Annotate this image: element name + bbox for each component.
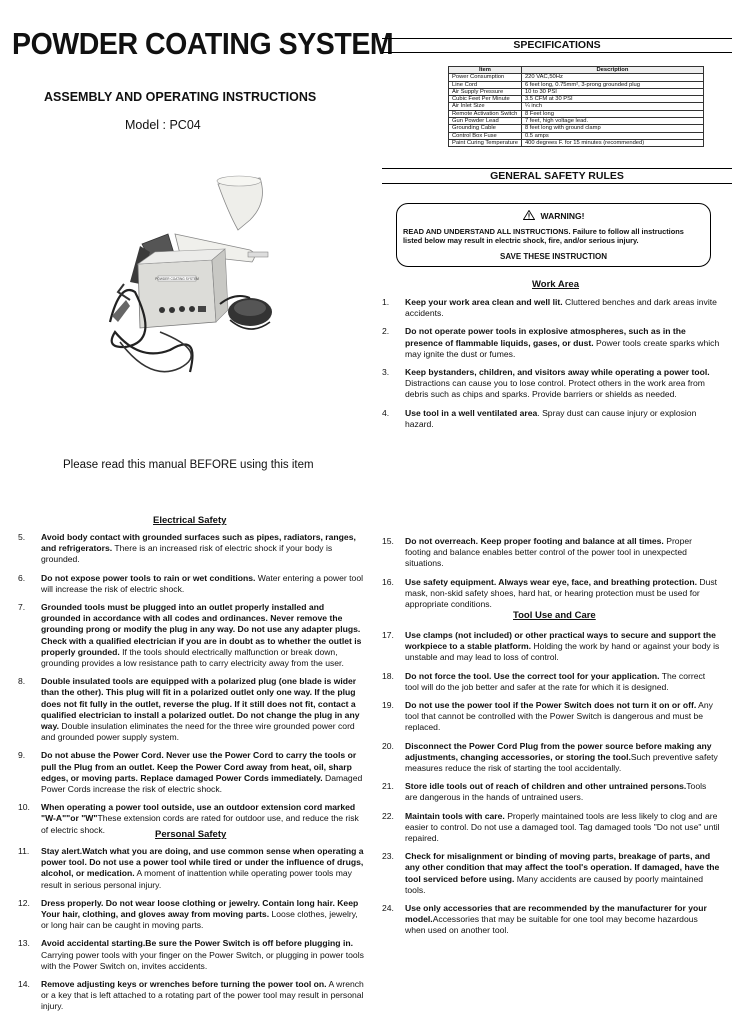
rule-bold-text: Grounded tools must be plugged into an outlet properly installed and grounded in accordance with all codes and ordinances. Never remove the grounding prong or modify the plug in any way. Do not use any adapter plugs. Check with a qualified electrician if you are in doubt as to whether the outlet is properly grounded. <box>41 602 362 657</box>
rule-text: Properly maintained tools are less likely to clog and are easier to control. Do not use a damaged tool. Tag damaged tools "Do not use" until repaired. <box>405 810 720 844</box>
spec-item: Remote Activation Switch <box>449 110 522 117</box>
rule-bold-text: Check for misalignment or binding of moving parts, breakage of parts, and any other condition that may affect the tool's operation. If damaged, have the tool serviced before using. <box>405 851 720 884</box>
rule-number: 19. <box>382 700 394 711</box>
rule-bold-text: Keep your work area clean and well lit. <box>405 297 563 307</box>
rule-bold-text: Double insulated tools are equipped with a polarized plug (one blade is wider than the other). This plug will fit in a polarized outlet only one way. If the plug does not fit fully in the outlet, reverse the plug. If it still does not fit, contact a qualified electrician to install a polarized outlet. Do not change the plug in any way. <box>41 676 360 732</box>
rule-text: Such preventive safety measures reduce the risk of starting the tool accidentally. <box>405 751 718 774</box>
rule-number: 10. <box>18 802 30 813</box>
spec-description: ¼ inch <box>521 103 703 110</box>
rule-number: 7. <box>18 602 26 613</box>
specifications-heading: SPECIFICATIONS <box>382 38 732 53</box>
rule-text: If the tools should electrically malfunction or break down, grounding provides a low resistance path to carry electricity away from the user. <box>41 646 344 669</box>
rule-number: 3. <box>382 367 390 378</box>
rule-item <box>382 700 720 734</box>
rule-item <box>382 811 720 845</box>
rule-text: Dust mask, non-skid safety shoes, hard hat, or hearing protection must be used for appropriate conditions. <box>405 576 718 610</box>
document-title: POWDER COATING SYSTEM <box>12 26 394 61</box>
spec-description: 400 degrees F. for 15 minutes (recommended) <box>521 139 703 146</box>
rule-item <box>18 846 366 891</box>
rule-number: 9. <box>18 750 26 761</box>
rule-number: 17. <box>382 630 394 640</box>
work-area-heading: Work Area <box>532 279 579 290</box>
rule-text: Distractions can cause you to lose control. Protect others in the work area from debris such as chips and sparks. Provide barriers or shields as needed. <box>405 378 705 400</box>
spec-row <box>449 74 704 81</box>
spec-item: Cubic Feet Per Minute <box>449 96 522 103</box>
spec-description: 3.5 CFM at 30 PSI <box>521 96 703 103</box>
rule-number: 2. <box>382 326 390 337</box>
rule-item <box>382 671 720 693</box>
spec-row <box>449 96 704 103</box>
rule-item <box>382 408 720 430</box>
rule-bold-text: Disconnect the Power Cord Plug from the power source before making any adjustments, changing accessories, or storing the tool. <box>405 740 712 762</box>
rule-bold-text: Do not overreach. Keep proper footing and balance at all times. <box>405 536 664 546</box>
rule-bold-text: Avoid accidental starting.Be sure the Power Switch is off before plugging in. <box>41 938 353 949</box>
electrical-safety-list <box>18 532 366 843</box>
work-area-list <box>382 297 720 437</box>
rule-text: Many accidents are caused by poorly maintained tools. <box>405 873 704 895</box>
rule-bold-text: Use safety equipment. Always wear eye, face, and breathing protection. <box>405 576 697 587</box>
rule-number: 13. <box>18 938 30 949</box>
rule-bold-text: Use tool in a well ventilated area <box>405 407 538 418</box>
spec-description: 0.5 amps <box>521 132 703 139</box>
spec-item: Air Supply Pressure <box>449 88 522 95</box>
spec-description: 220 VAC,50Hz <box>521 74 703 81</box>
rule-number: 22. <box>382 810 394 821</box>
rule-number: 20. <box>382 740 394 751</box>
warning-box <box>396 203 711 267</box>
spec-item: Gun Powder Lead <box>449 118 522 125</box>
warning-triangle-icon <box>523 210 535 220</box>
rule-bold-text: Do not abuse the Power Cord. Never use the Power Cord to carry the tools or pull the Plug from an outlet. Keep the Power Cord away from heat, oil, sharp edges, or moving parts. Replace damaged Power Cords immediately. <box>41 750 357 783</box>
spec-item: Control Box Fuse <box>449 132 522 139</box>
rule-item <box>18 979 366 1013</box>
spec-description: 8 feet long with ground clamp <box>521 125 703 132</box>
rule-bold-text: Dress properly. Do not wear loose clothing or jewelry. Contain long hair. Keep Your hair, clothing, and gloves away from moving parts. <box>41 897 359 920</box>
rule-text: Proper footing and balance enables better control of the power tool in unexpected situations. <box>405 536 693 569</box>
rule-bold-text: When operating a power tool outside, use an outdoor extension cord marked "W-A""or "W" <box>41 802 356 824</box>
rule-number: 6. <box>18 572 26 583</box>
tool-use-heading: Tool Use and Care <box>513 610 596 621</box>
spec-row <box>449 139 704 146</box>
spec-row <box>449 88 704 95</box>
spec-item: Air Inlet Size <box>449 103 522 110</box>
rule-item <box>18 573 366 595</box>
warning-text: READ AND UNDERSTAND ALL INSTRUCTIONS. Failure to follow all instructions listed below may result in electric shock, fire, and/or serious injury. <box>403 227 684 245</box>
rule-text: Power tools create sparks which may ignite the dust or fumes. <box>405 337 720 359</box>
rule-item <box>382 297 720 319</box>
rule-number: 11. <box>18 846 30 856</box>
rule-text: These extension cords are rated for outdoor use, and reduce the risk of electric shock. <box>41 813 359 835</box>
rule-item <box>382 741 720 775</box>
rule-item <box>382 367 720 401</box>
spec-row <box>449 118 704 125</box>
rule-number: 16. <box>382 576 394 587</box>
rule-item <box>18 938 366 972</box>
spec-row <box>449 103 704 110</box>
spec-item: Grounding Cable <box>449 125 522 132</box>
rule-item <box>382 903 720 937</box>
rule-number: 4. <box>382 407 390 418</box>
rule-bold-text: Stay alert.Watch what you are doing, and use common sense when operating a power tool. Do not use a power tool while tired or under the influence of drugs, alcohol, or medication. <box>41 846 364 879</box>
spec-header-row <box>449 67 704 74</box>
product-photo <box>100 172 290 392</box>
spec-row <box>449 110 704 117</box>
rule-text: Double insulation eliminates the need for the three wire grounded power cord and grounded power supply system. <box>41 721 355 743</box>
rule-text: Carrying power tools with your finger on the Power Switch, or plugging in power tools with the Power Switch on, invites accidents. <box>41 949 364 971</box>
rule-number: 1. <box>382 297 390 307</box>
spec-item: Line Cord <box>449 81 522 88</box>
model-number: Model : PC04 <box>125 118 201 132</box>
rule-item <box>382 630 720 664</box>
read-manual-note: Please read this manual BEFORE using this item <box>63 459 314 471</box>
rule-text: Loose clothes, jewelry, or long hair can be caught in moving parts. <box>41 909 358 931</box>
rule-item <box>18 532 366 566</box>
rule-bold-text: Avoid body contact with grounded surfaces such as pipes, radiators, ranges, and refrigerators. <box>41 532 356 554</box>
personal-safety-list <box>18 846 366 1020</box>
assembly-heading: ASSEMBLY AND OPERATING INSTRUCTIONS <box>44 90 317 104</box>
spec-description: 10 to 30 PSI <box>521 88 703 95</box>
rule-bold-text: Store idle tools out of reach of children and other untrained persons. <box>405 781 687 792</box>
rule-item <box>382 326 720 360</box>
rule-number: 14. <box>18 979 30 990</box>
rule-text: Damaged Power Cords increase the risk of electric shock. <box>41 772 363 795</box>
rule-item <box>382 577 720 611</box>
rule-text: Water entering a power tool will increase the risk of electric shock. <box>41 572 364 594</box>
rule-item <box>18 602 366 669</box>
spec-row <box>449 125 704 132</box>
rule-text: A wrench or a key that is left attached to a rotating part of the power tool may result in personal injury. <box>41 979 364 1012</box>
rule-bold-text: Maintain tools with care. <box>405 810 505 821</box>
spec-col-description: Description <box>521 67 703 74</box>
overreach-list <box>382 536 720 617</box>
rule-item <box>382 781 720 803</box>
spec-description: 6 feet long, 0.75mm², 3-prong grounded plug <box>521 81 703 88</box>
rule-bold-text: Remove adjusting keys or wrenches before turning the power tool on. <box>41 979 327 990</box>
spec-row <box>449 81 704 88</box>
rule-item <box>382 536 720 570</box>
rule-number: 12. <box>18 897 30 908</box>
warning-title: WARNING! <box>540 211 585 221</box>
rule-text: A moment of inattention while operating power tools may result in serious personal injury. <box>41 868 352 890</box>
general-safety-heading: GENERAL SAFETY RULES <box>382 168 732 184</box>
personal-safety-heading: Personal Safety <box>155 829 227 840</box>
rule-item <box>382 851 720 896</box>
rule-number: 15. <box>382 536 394 546</box>
spec-description: 8 Feet long <box>521 110 703 117</box>
rule-text: Any tool that cannot be controlled with the Power Switch is dangerous and must be replaced. <box>405 700 713 733</box>
rule-number: 21. <box>382 781 394 792</box>
rule-bold-text: Do not use the power tool if the Power Switch does not turn it on or off. <box>405 700 697 711</box>
panel-label: POWDER COATING SYSTEM <box>155 276 199 281</box>
rule-text: The correct tool will do the job better and safer at the rate for which it is designed. <box>405 670 706 692</box>
spec-description: 7 feet, high voltage lead. <box>521 118 703 125</box>
spec-item: Paint Curing Temperature <box>449 139 522 146</box>
rule-text: Cluttered benches and dark areas invite accidents. <box>405 297 717 319</box>
rule-text: Accessories that may be suitable for one tool may become hazardous when used on another tool. <box>405 914 698 936</box>
electrical-safety-heading: Electrical Safety <box>153 515 227 526</box>
warning-title-row <box>397 210 710 221</box>
rule-item <box>18 750 366 795</box>
rule-number: 18. <box>382 670 394 681</box>
rule-text: Tools are dangerous in the hands of untrained users. <box>405 781 707 803</box>
rule-bold-text: Do not expose power tools to rain or wet conditions. <box>41 572 256 583</box>
rule-item <box>18 676 366 743</box>
rule-number: 24. <box>382 903 394 914</box>
rule-item <box>18 898 366 932</box>
rule-bold-text: Do not force the tool. Use the correct tool for your application. <box>405 670 660 681</box>
specifications-table <box>448 66 704 147</box>
rule-bold-text: Use clamps (not included) or other practical ways to secure and support the workpiece to a stable platform. <box>405 630 716 652</box>
rule-bold-text: Use only accessories that are recommended by the manufacturer for your model. <box>405 903 707 925</box>
rule-number: 23. <box>382 851 394 862</box>
spec-item: Power Consumption <box>449 74 522 81</box>
spec-col-item: Item <box>449 67 522 74</box>
rule-number: 5. <box>18 532 26 542</box>
rule-text: There is an increased risk of electric shock if your body is grounded. <box>41 543 333 565</box>
rule-text: Holding the work by hand or against your body is unstable and may lead to loss of control. <box>405 641 720 663</box>
tool-use-list <box>382 630 720 944</box>
save-instructions: SAVE THESE INSTRUCTION <box>500 252 607 261</box>
rule-text: . Spray dust can cause injury or explosion hazard. <box>405 407 697 429</box>
rule-number: 8. <box>18 676 26 687</box>
spec-row <box>449 132 704 139</box>
rule-bold-text: Do not operate power tools in explosive atmospheres, such as in the presence of flammable liquids, gases, or dust. <box>405 326 686 348</box>
rule-bold-text: Keep bystanders, children, and visitors away while operating a power tool. <box>405 367 710 378</box>
